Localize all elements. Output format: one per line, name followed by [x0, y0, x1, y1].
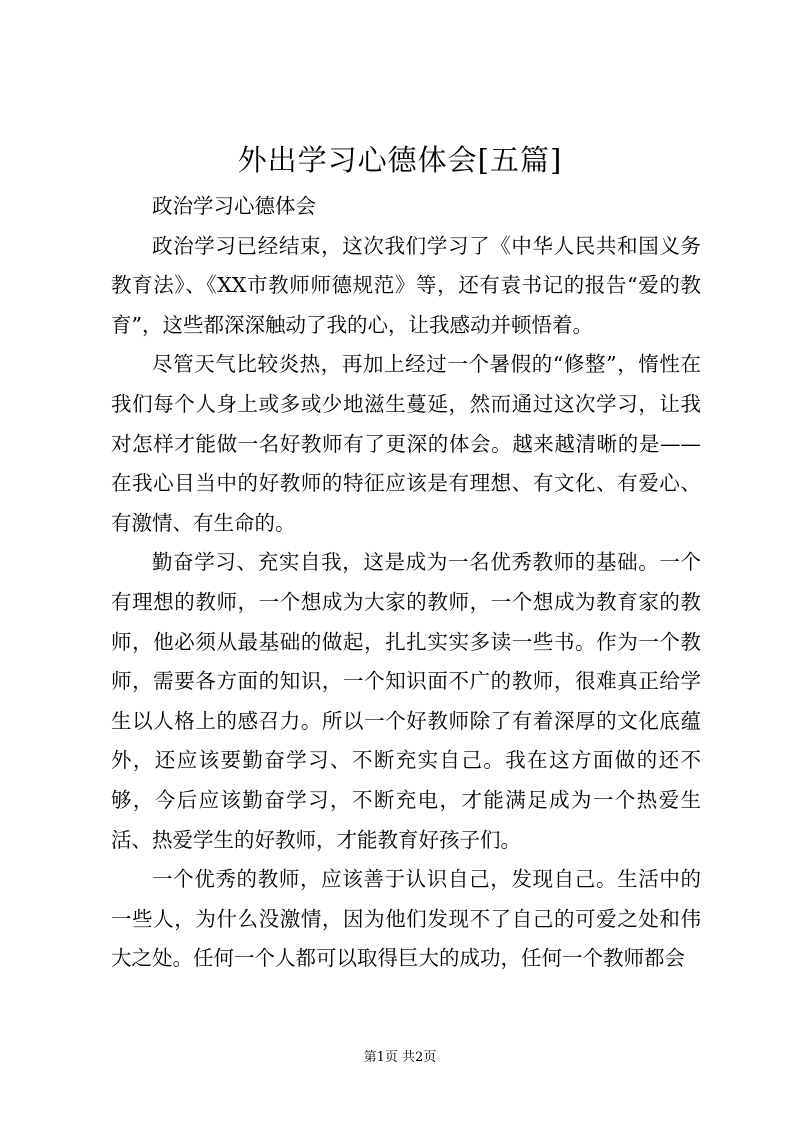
paragraph: 一个优秀的教师，应该善于认识自己，发现自己。生活中的一些人，为什么没激情，因为他们发现不了自己的可爱之处和伟大之处。任何一个人都可以取得巨大的成功，任何一个教师都会 — [111, 867, 701, 971]
paragraph: 尽管天气比较炎热，再加上经过一个暑假的“修整”，惰性在我们每个人身上或多或少地滋生蔓延，然而通过这次学习，让我对怎样才能做一名好教师有了更深的体会。越来越清晰的是——在我心目当中的好教师的特征应该是有理想、有文化、有爱心、有激情、有生命的。 — [111, 352, 701, 535]
document-title: 外出学习心德体会[五篇] — [237, 143, 563, 177]
paragraph: 政治学习已经结束，这次我们学习了《中华人民共和国义务教育法》、《XX市教师师德规范》等，还有袁书记的报告“爱的教育”，这些都深深触动了我的心，让我感动并顿悟着。 — [111, 233, 701, 337]
section-heading: 政治学习心德体会 — [152, 194, 316, 218]
page-number-footer: 第1页 共2页 — [363, 1050, 437, 1065]
document-body — [111, 187, 701, 979]
paragraph: 勤奋学习、充实自我，这是成为一名优秀教师的基础。一个有理想的教师，一个想成为大家的教师，一个想成为教育家的教师，他必须从最基础的做起，扎扎实实多读一些书。作为一个教师，需要各方面的知识，一个知识面不广的教师，很难真正给学生以人格上的感召力。所以一个好教师除了有着深厚的文化底蕴外，还应该要勤奋学习、不断充实自己。我在这方面做的还不够，今后应该勤奋学习，不断充电，才能满足成为一个热爱生活、热爱学生的好教师，才能教育好孩子们。 — [111, 550, 701, 852]
